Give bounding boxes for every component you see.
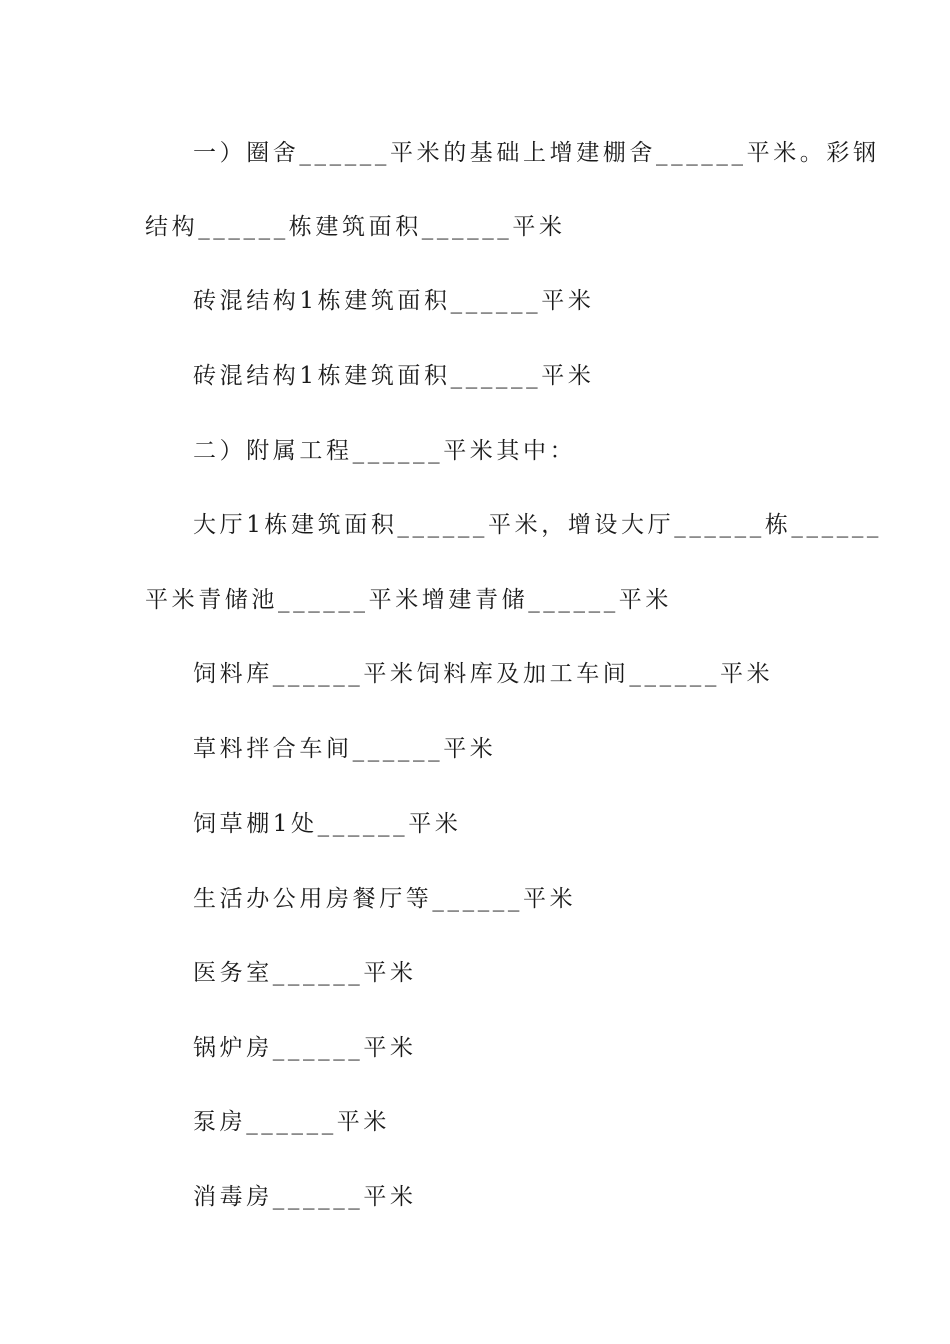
paragraph-5: 二）附属工程______平米其中： [193,438,577,464]
paragraph-9: 草料拌合车间______平米 [193,736,497,762]
paragraph-7: 平米青储池______平米增建青储______平米 [145,587,672,613]
paragraph-10: 饲草棚1处______平米 [193,811,462,837]
paragraph-4: 砖混结构1栋建筑面积______平米 [193,363,595,389]
paragraph-1: 一）圈舍______平米的基础上增建棚舍______平米。彩钢 [193,140,880,166]
paragraph-2: 结构______栋建筑面积______平米 [145,214,566,240]
paragraph-3: 砖混结构1栋建筑面积______平米 [193,288,595,314]
paragraph-12: 医务室______平米 [193,960,417,986]
paragraph-14: 泵房______平米 [193,1109,390,1135]
paragraph-13: 锅炉房______平米 [193,1035,417,1061]
paragraph-15: 消毒房______平米 [193,1184,417,1210]
paragraph-6: 大厅1栋建筑面积______平米，增设大厅______栋______ [193,512,883,538]
paragraph-11: 生活办公用房餐厅等______平米 [193,886,577,912]
paragraph-8: 饲料库______平米饲料库及加工车间______平米 [193,661,774,687]
